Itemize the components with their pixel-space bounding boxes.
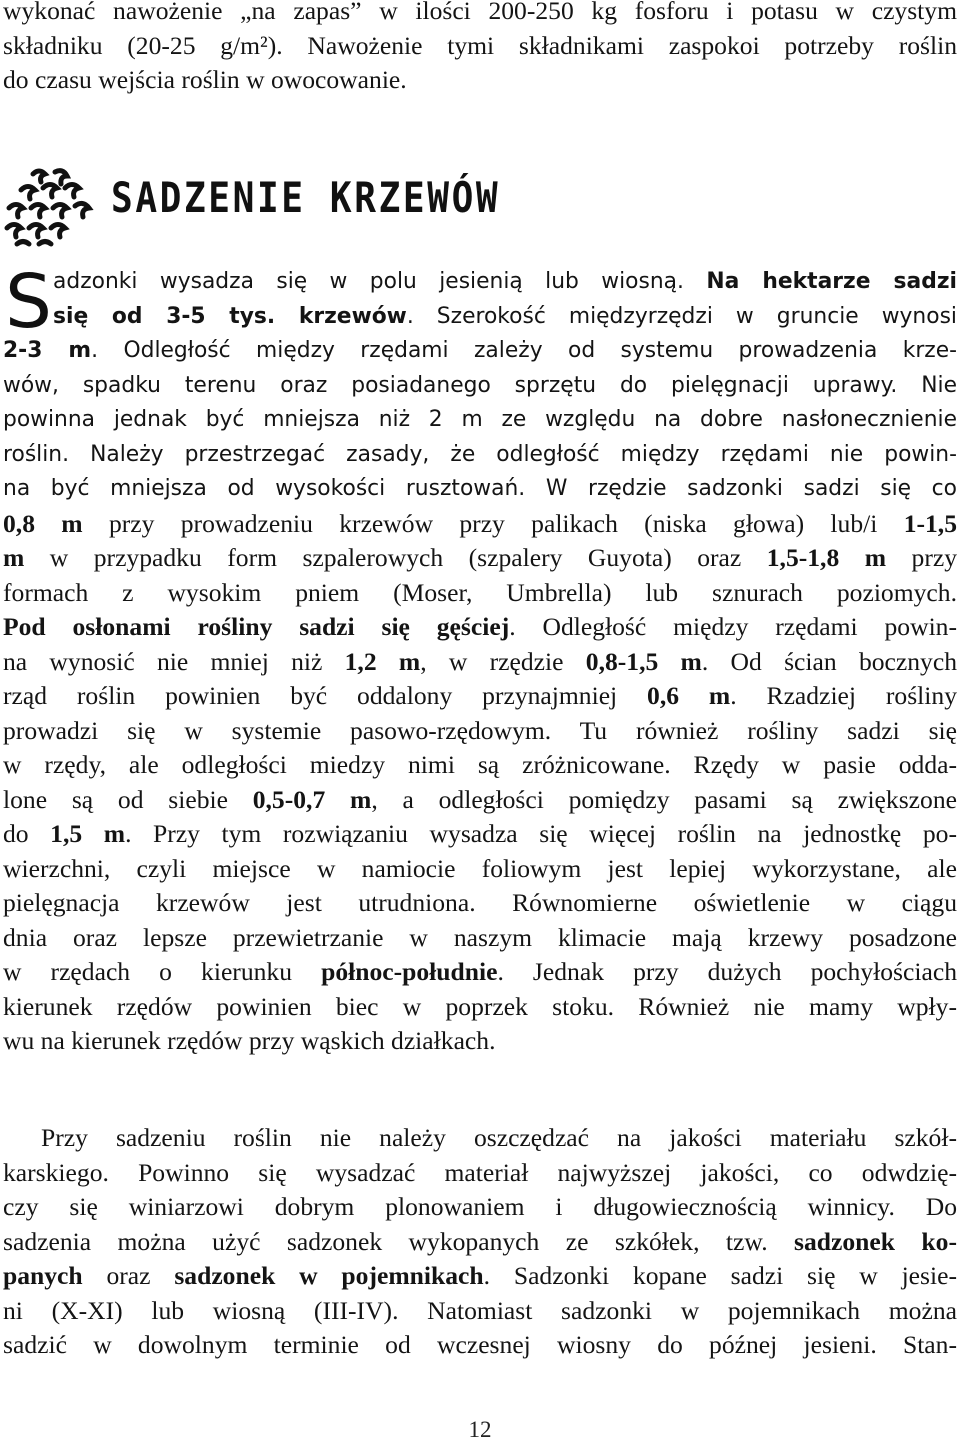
text-block: [3, 334, 957, 507]
text-line: w rzędy, ale odległości miedzy nimi są zróżnicowane. Rzędy w pasie odda-: [3, 750, 957, 779]
text-line: panych oraz sadzonek w pojemnikach. Sadzonki kopane sadzi się w jesie-: [3, 1261, 957, 1290]
text-line: składniku (20-25 g/m²). Nawożenie tymi składnikami zaspokoi potrzeby roślin: [3, 30, 957, 60]
text-line: Pod osłonami rośliny sadzi się gęściej. Odległość między rzędami powin-: [3, 612, 957, 641]
text-line: karskiego. Powinno się wysadzać materiał najwyższej jakości, co odwdzię-: [3, 1157, 957, 1187]
text-line: wierzchni, czyli miejsce w namiocie foliowym jest lepiej wykorzystane, ale: [3, 853, 957, 883]
text-line: pielęgnacja krzewów jest utrudniona. Równomierne oświetlenie w ciągu: [3, 888, 957, 917]
drop-cap: S: [5, 259, 52, 345]
text-line: prowadzi się w systemie pasowo-rzędowym. Tu również rośliny sadzi się: [3, 715, 957, 745]
text-block: [3, 265, 957, 334]
text-line: rząd roślin powinien być oddalony przynajmniej 0,6 m. Rzadziej rośliny: [3, 681, 957, 710]
text-line: ni (X-XI) lub wiosną (III-IV). Natomiast sadzonki w pojemnikach można: [3, 1295, 957, 1325]
text-line: Przy sadzeniu roślin nie należy oszczędzać na jakości materiału szkół-: [41, 1123, 957, 1152]
text-line: wów, spadku terenu oraz posiadanego sprzętu do pielęgnacji uprawy. Nie: [3, 372, 957, 398]
grape-vine-ornament-icon: [3, 166, 103, 252]
text-line: na być mniejsza od wysokości rusztowań. W rzędzie sadzonki sadzi się co: [3, 476, 957, 501]
intro-paragraph: [3, 0, 957, 98]
text-line: kierunek rzędów powinien biec w poprzek stoku. Również nie mamy wpły-: [3, 991, 957, 1021]
text-line: m w przypadku form szpalerowych (szpalery Guyota) oraz 1,5-1,8 m przy: [3, 543, 958, 572]
text-block: [3, 507, 957, 1059]
text-line: w rzędach o kierunku północ-południe. Jednak przy dużych pochyłościach: [3, 957, 957, 986]
text-line: dnia oraz lepsze przewietrzanie w naszym klimacie mają krzewy posadzone: [3, 922, 957, 952]
page-number: 12: [468, 1417, 492, 1442]
text-line: do czasu wejścia roślin w owocowanie.: [3, 65, 407, 94]
second-paragraph: [3, 1121, 957, 1363]
text-line: powinna jednak być mniejsza niż 2 m ze względu na dobre nasłonecznienie: [3, 407, 957, 432]
text-line: lone są od siebie 0,5-0,7 m, a odległości pomiędzy pasami są zwiększone: [3, 784, 957, 814]
section-title: SADZENIE KRZEWÓW: [111, 173, 501, 222]
text-line: sadzić w dowolnym terminie od wczesnej wiosny do późnej jesieni. Stan-: [3, 1330, 957, 1359]
text-line: sadzenia można użyć sadzonek wykopanych ze szkółek, tzw. sadzonek ko-: [3, 1226, 957, 1256]
planting-section-body: [3, 259, 958, 1059]
text-line: 2-3 m. Odległość między rzędami zależy od systemu prowadzenia krze-: [3, 338, 958, 363]
text-line: do 1,5 m. Przy tym rozwiązaniu wysadza się więcej roślin na jednostkę po-: [3, 819, 957, 848]
text-line: 0,8 m przy prowadzeniu krzewów przy palikach (niska głowa) lub/i 1-1,5: [3, 508, 957, 538]
text-line: roślin. Należy przestrzegać zasady, że odległość między rzędami nie powin-: [3, 441, 957, 467]
text-line: wu na kierunek rzędów przy wąskich działkach.: [3, 1026, 496, 1055]
text-line: na wynosić nie mniej niż 1,2 m, w rzędzie 0,8-1,5 m. Od ścian bocznych: [3, 646, 958, 676]
section-heading: [3, 160, 957, 260]
text-line: formach z wysokim pniem (Moser, Umbrella) lub sznurach poziomych.: [3, 577, 957, 607]
text-line: adzonki wysadza się w polu jesienią lub wiosną. Na hektarze sadzi: [53, 269, 958, 294]
text-line: wykonać nawożenie „na zapas” w ilości 200-250 kg fosforu i potasu w czystym: [3, 0, 957, 25]
text-line: się od 3-5 tys. krzewów. Szerokość międzyrzędzi w gruncie wynosi: [53, 303, 957, 329]
text-line: czy się winiarzowi dobrym plonowaniem i długowiecznością winnicy. Do: [3, 1192, 957, 1221]
